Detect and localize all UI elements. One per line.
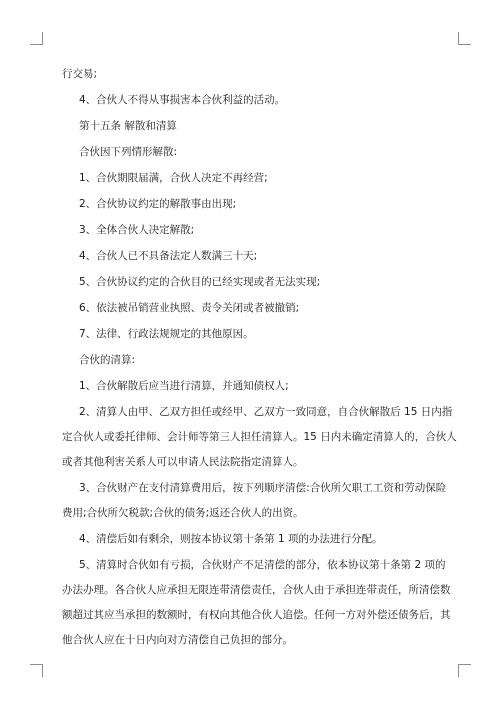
paragraph [62, 380, 442, 393]
paragraph [62, 354, 442, 367]
text-line: 6、依法被吊销营业执照、责令关闭或者被撤销; [79, 302, 300, 314]
paragraph [62, 224, 442, 237]
text-line: 合伙的清算: [79, 354, 136, 366]
text-line: 行交易; [62, 68, 98, 80]
paragraph [62, 276, 442, 289]
paragraph [62, 533, 442, 546]
text-line: 3、全体合伙人决定解散; [79, 224, 195, 236]
text-line: 2、清算人由甲、乙双方担任或经甲、乙双方一致同意，自合伙解散后 15 日内指 [79, 406, 453, 418]
paragraph [62, 120, 442, 133]
text-line: 4、清偿后如有剩余，则按本协议第十条第 1 项的办法进行分配。 [79, 533, 383, 545]
paragraph [62, 328, 442, 341]
paragraph [62, 250, 442, 263]
crop-mark-top-right [458, 32, 471, 45]
paragraph [62, 198, 442, 211]
paragraph [62, 172, 442, 185]
document-body [62, 68, 457, 660]
text-line: 4、合伙人不得从事损害本合伙利益的活动。 [79, 94, 286, 106]
paragraph [62, 146, 442, 159]
text-line: 5、清算时合伙如有亏损，合伙财产不足清偿的部分，依本协议第十条第 2 项的 [79, 559, 446, 571]
text-line: 定合伙人或委托律师、会计师等第三人担任清算人。15 日内未确定清算人的，合伙人 [62, 431, 457, 443]
crop-mark-top-left [30, 32, 43, 45]
paragraph [62, 302, 442, 315]
text-line: 或者其他利害关系人可以申请人民法院指定清算人。 [62, 456, 304, 468]
paragraph [62, 559, 451, 647]
text-line: 5、合伙协议约定的合伙目的已经实现或者无法实现; [79, 276, 321, 288]
text-line: 1、合伙解散后应当进行清算，并通知债权人; [79, 380, 289, 392]
text-line: 额超过其应当承担的数额时，有权向其他合伙人追偿。任何一方对外偿还债务后，其 [62, 609, 451, 621]
paragraph [62, 482, 447, 520]
text-line: 4、合伙人已不具备法定人数满三十天; [79, 250, 258, 262]
text-line: 7、法律、行政法规规定的其他原因。 [79, 328, 254, 340]
text-line: 第十五条 解散和清算 [79, 120, 177, 132]
text-line: 办法办理。各合伙人应承担无限连带清偿责任，合伙人由于承担连带责任，所清偿数 [62, 584, 451, 596]
crop-mark-bottom-right [458, 664, 471, 677]
text-line: 他合伙人应在十日内向对方清偿自己负担的部分。 [62, 634, 293, 646]
paragraph [62, 68, 442, 81]
text-line: 合伙因下列情形解散: [79, 146, 178, 158]
paragraph [62, 406, 457, 469]
text-line: 费用;合伙所欠税款;合伙的债务;返还合伙人的出资。 [62, 507, 304, 519]
text-line: 2、合伙协议约定的解散事由出现; [79, 198, 237, 210]
text-line: 3、合伙财产在支付清算费用后，按下列顺序清偿:合伙所欠职工工资和劳动保险 [79, 482, 447, 494]
crop-mark-bottom-left [30, 664, 43, 677]
text-line: 1、合伙期限届满，合伙人决定不再经营; [79, 172, 268, 184]
paragraph [62, 94, 442, 107]
